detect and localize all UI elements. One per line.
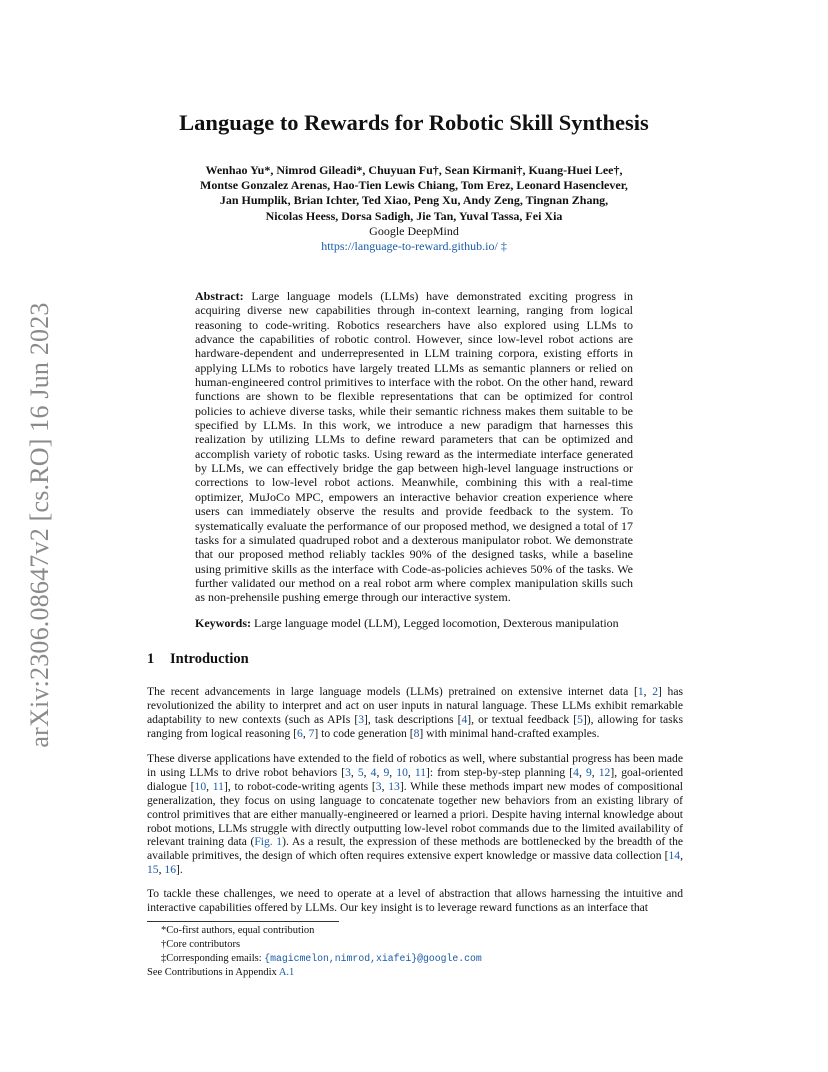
text-run: , bbox=[381, 779, 389, 793]
author-line-1: Wenhao Yu*, Nimrod Gileadi*, Chuyuan Fu†, Sean Kirmani†, Kuang-Huei Lee†, bbox=[205, 163, 623, 177]
text-run: ], goal-oriented dialogue [ bbox=[147, 765, 684, 793]
citation-link[interactable]: 12 bbox=[598, 765, 611, 779]
author-line-4: Nicolas Heess, Dorsa Sadigh, Jie Tan, Yuval Tassa, Fei Xia bbox=[265, 208, 563, 223]
text-run: , bbox=[363, 765, 371, 779]
text-run: The recent advancements in large language models (LLMs) pretrained on extensive internet data [ bbox=[147, 685, 638, 698]
text-run: , bbox=[350, 765, 358, 779]
footnote-co-first: *Co-first authors, equal contribution bbox=[161, 925, 315, 936]
citation-link[interactable]: 11 bbox=[212, 779, 224, 793]
citation-link[interactable]: 15 bbox=[147, 863, 159, 877]
section-heading bbox=[147, 651, 249, 668]
keywords-label: Keywords: bbox=[195, 616, 251, 630]
citation-link[interactable]: 5 bbox=[577, 712, 583, 726]
footnote-divider bbox=[147, 921, 339, 922]
intro-paragraph-2 bbox=[147, 752, 683, 877]
citation-link[interactable]: 13 bbox=[388, 779, 400, 793]
text-run: , bbox=[376, 765, 384, 779]
citation-link[interactable]: 4 bbox=[370, 765, 377, 779]
arxiv-identifier: arXiv:2306.08647v2 [cs.RO] 16 Jun 2023 bbox=[25, 302, 54, 748]
citation-link[interactable]: 2 bbox=[652, 685, 658, 698]
text-run: ]. While these methods impart new modes of compositional generalization, they focus on using language to concatenate together new behaviors from an existing library of control primitives that are either manually-engineered or learned a priori. Despite having internal knowledge about robot motions, LLMs struggle with directly outputting low-level robot commands due to the limited availability of relevant training data ( bbox=[147, 779, 684, 849]
author-line-2: Montse Gonzalez Arenas, Hao-Tien Lewis Chiang, Tom Erez, Leonard Hasenclever, bbox=[200, 178, 628, 193]
citation-link[interactable]: 14 bbox=[668, 849, 681, 863]
appendix-link[interactable]: A.1 bbox=[278, 967, 295, 978]
citation-link[interactable]: 9 bbox=[383, 765, 390, 779]
citation-link[interactable]: 3 bbox=[345, 765, 351, 779]
text-run: ] with minimal hand-crafted examples. bbox=[419, 726, 600, 740]
keywords bbox=[195, 616, 645, 631]
intro-paragraph-3: To tackle these challenges, we need to operate at a level of abstraction that allows harnessing the intuitive and interactive capabilities offered by LLMs. Our key insight is to leverage reward functions as an interface that bbox=[147, 887, 683, 914]
arxiv-sidebar bbox=[10, 290, 70, 760]
text-run: , bbox=[302, 726, 309, 740]
figure-link[interactable]: Fig. 1 bbox=[254, 835, 283, 849]
citation-link[interactable]: 1 bbox=[637, 685, 644, 698]
text-run: ] to code generation [ bbox=[314, 726, 414, 740]
citation-link[interactable]: 6 bbox=[297, 726, 303, 740]
footnote-emails bbox=[147, 952, 701, 966]
citation-link[interactable]: 5 bbox=[357, 765, 364, 779]
text-run: ). As a result, the expression of these methods are bottlenecked by the breadth of the available primitives, the design of which often requires extensive expert knowledge or massive data collection [ bbox=[147, 835, 684, 863]
text-run: ]. bbox=[175, 863, 183, 877]
text-run: , bbox=[680, 849, 683, 863]
author-line-3: Jan Humplik, Brian Ichter, Ted Xiao, Peng Xu, Andy Zeng, Tingnan Zhang, bbox=[219, 193, 609, 208]
text-run: These diverse applications have extended to the field of robotics as well, where substantial progress has been made in using LLMs to drive robot behaviors [ bbox=[147, 752, 683, 779]
affiliation: Google DeepMind bbox=[369, 223, 459, 238]
text-run: , bbox=[158, 863, 165, 877]
text-run: ], to robot-code-writing agents [ bbox=[223, 779, 376, 793]
project-url-link[interactable]: https://language-to-reward.github.io/ ‡ bbox=[321, 239, 507, 254]
email-link[interactable]: {magicmelon,nimrod,xiafei}@google.com bbox=[264, 953, 482, 964]
abstract bbox=[195, 289, 633, 605]
author-block bbox=[130, 163, 698, 254]
citation-link[interactable]: 9 bbox=[585, 765, 592, 779]
keywords-text: Large language model (LLM), Legged locomotion, Dexterous manipulation bbox=[254, 616, 619, 630]
citation-link[interactable]: 3 bbox=[358, 712, 365, 726]
footnote-contrib-label: See Contributions in Appendix bbox=[147, 967, 279, 978]
citation-link[interactable]: 4 bbox=[573, 765, 579, 779]
text-run: , bbox=[578, 765, 586, 779]
citation-link[interactable]: 8 bbox=[413, 726, 420, 740]
citation-link[interactable]: 11 bbox=[414, 765, 427, 779]
abstract-text: Large language models (LLMs) have demonstrated exciting progress in acquiring diverse new capabilities through in-context learning, ranging from logical reasoning to code-writing. Robotics researchers have also explored using LLMs to advance the capabilities of robotic control. However, since low-level robot actions are hardware-dependent and underrepresented in LLM training corpora, existing efforts in applying LLMs to robotics have largely treated LLMs as semantic planners or relied on human-engineered control primitives to interface with the robot. On the other hand, reward functions are shown to be flexible representations that can be optimized for control policies to achieve diverse tasks, while their semantic richness makes them suitable to be specified by LLMs. In this work, we introduce a new paradigm that harnesses this realization by utilizing LLMs to define reward parameters that can be optimized and accomplish variety of robotic tasks. Using reward as the intermediate interface generated by LLMs, we can effectively bridge the gap between high-level language instructions or corrections to low-level robot actions. Meanwhile, combining this with a real-time optimizer, MuJoCo MPC, empowers an interactive behavior creation experience where users can immediately observe the results and provide feedback to the system. To systematically evaluate the performance of our proposed method, we designed a total of 17 tasks for a simulated quadruped robot and a dexterous manipulator robot. We demonstrate that our proposed method reliably tackles 90% of the designed tasks, while a baseline using primitive skills as the interface with Code-as-policies achieves 50% of the tasks. We further validated our method on a real robot arm where complex manipulation skills such as non-prehensile pushing emerge through our interactive system. bbox=[195, 289, 633, 605]
citation-link[interactable]: 3 bbox=[375, 779, 382, 793]
text-run: , bbox=[591, 765, 599, 779]
section-number: 1 bbox=[147, 651, 155, 667]
abstract-label: Abstract: bbox=[195, 289, 244, 303]
text-run: , bbox=[407, 765, 415, 779]
citation-link[interactable]: 10 bbox=[396, 765, 408, 779]
citation-link[interactable]: 16 bbox=[164, 863, 176, 877]
citation-link[interactable]: 4 bbox=[461, 712, 468, 726]
footnote-emails-label: ‡Corresponding emails: bbox=[161, 953, 265, 964]
text-run: ]: from step-by-step planning [ bbox=[426, 765, 574, 779]
text-run: , bbox=[206, 779, 213, 793]
text-run: ], or textual feedback [ bbox=[467, 712, 578, 726]
text-run: , bbox=[389, 765, 397, 779]
section-title: Introduction bbox=[170, 651, 249, 667]
paper-title: Language to Rewards for Robotic Skill Synthesis bbox=[179, 110, 649, 135]
text-run: ] has revolutionized the ability to interpret and act on user inputs in natural language. These LLMs exhibit remarkable adaptability to new contexts (such as APIs [ bbox=[147, 685, 683, 726]
citation-link[interactable]: 7 bbox=[308, 726, 315, 740]
footnote-contributions bbox=[147, 966, 687, 980]
footnote-core: †Core contributors bbox=[161, 939, 241, 950]
intro-paragraph-1 bbox=[147, 685, 683, 741]
text-run: ], task descriptions [ bbox=[364, 712, 462, 726]
text-run: , bbox=[643, 685, 653, 698]
citation-link[interactable]: 10 bbox=[194, 779, 207, 793]
text-run: ]), allowing for tasks ranging from logical reasoning [ bbox=[147, 712, 683, 740]
